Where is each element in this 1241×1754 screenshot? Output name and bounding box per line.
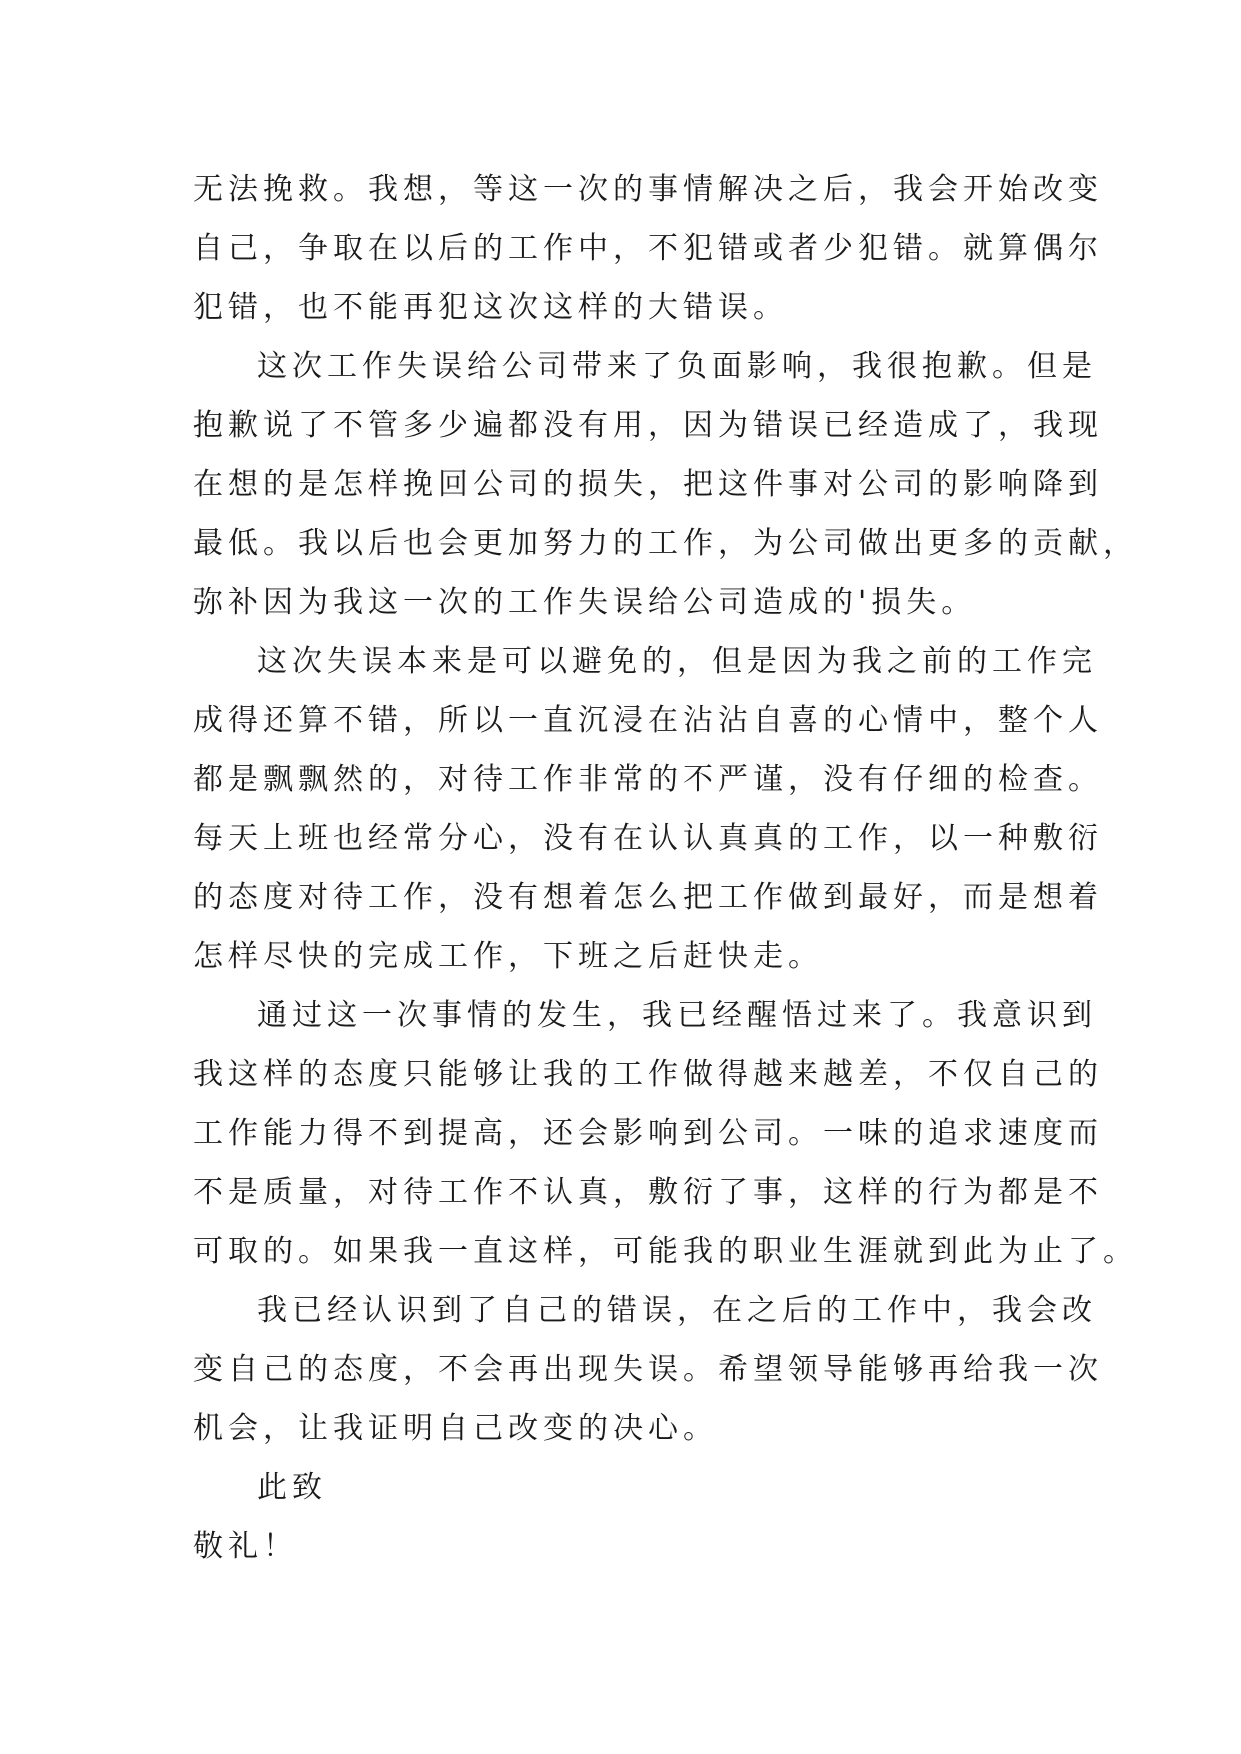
text-line: 我这样的态度只能够让我的工作做得越来越差，不仅自己的 [193,1057,1103,1092]
text-line: 工作能力得不到提高，还会影响到公司。一味的追求速度而 [193,1116,1103,1151]
closing-salutation: 此致 [257,1470,327,1505]
text-line: 的态度对待工作，没有想着怎么把工作做到最好，而是想着 [193,880,1103,915]
text-line: 不是质量，对待工作不认真，敷衍了事，这样的行为都是不 [193,1175,1103,1210]
closing-regards: 敬礼！ [193,1529,298,1564]
text-line: 弥补因为我这一次的工作失误给公司造成的'损失。 [193,585,977,620]
text-line: 自己，争取在以后的工作中，不犯错或者少犯错。就算偶尔 [193,231,1103,266]
text-line: 在想的是怎样挽回公司的损失，把这件事对公司的影响降到 [193,467,1103,502]
text-line: 最低。我以后也会更加努力的工作，为公司做出更多的贡献， [193,526,1138,561]
text-line: 机会，让我证明自己改变的决心。 [193,1411,718,1446]
paragraph-start-line: 我已经认识到了自己的错误，在之后的工作中，我会改 [257,1293,1097,1328]
text-line: 成得还算不错，所以一直沉浸在沾沾自喜的心情中，整个人 [193,703,1103,738]
text-line: 犯错，也不能再犯这次这样的大错误。 [193,290,788,325]
text-line: 可取的。如果我一直这样，可能我的职业生涯就到此为止了。 [193,1234,1138,1269]
text-line: 都是飘飘然的，对待工作非常的不严谨，没有仔细的检查。 [193,762,1103,797]
text-line: 抱歉说了不管多少遍都没有用，因为错误已经造成了，我现 [193,408,1103,443]
text-line: 变自己的态度，不会再出现失误。希望领导能够再给我一次 [193,1352,1103,1387]
letter-body [193,160,1138,1576]
paragraph-start-line: 通过这一次事情的发生，我已经醒悟过来了。我意识到 [257,998,1097,1033]
paragraph-start-line: 这次工作失误给公司带来了负面影响，我很抱歉。但是 [257,349,1097,384]
text-line: 无法挽救。我想，等这一次的事情解决之后，我会开始改变 [193,172,1103,207]
text-line: 每天上班也经常分心，没有在认认真真的工作，以一种敷衍 [193,821,1103,856]
text-line: 怎样尽快的完成工作，下班之后赶快走。 [193,939,823,974]
paragraph-start-line: 这次失误本来是可以避免的，但是因为我之前的工作完 [257,644,1097,679]
